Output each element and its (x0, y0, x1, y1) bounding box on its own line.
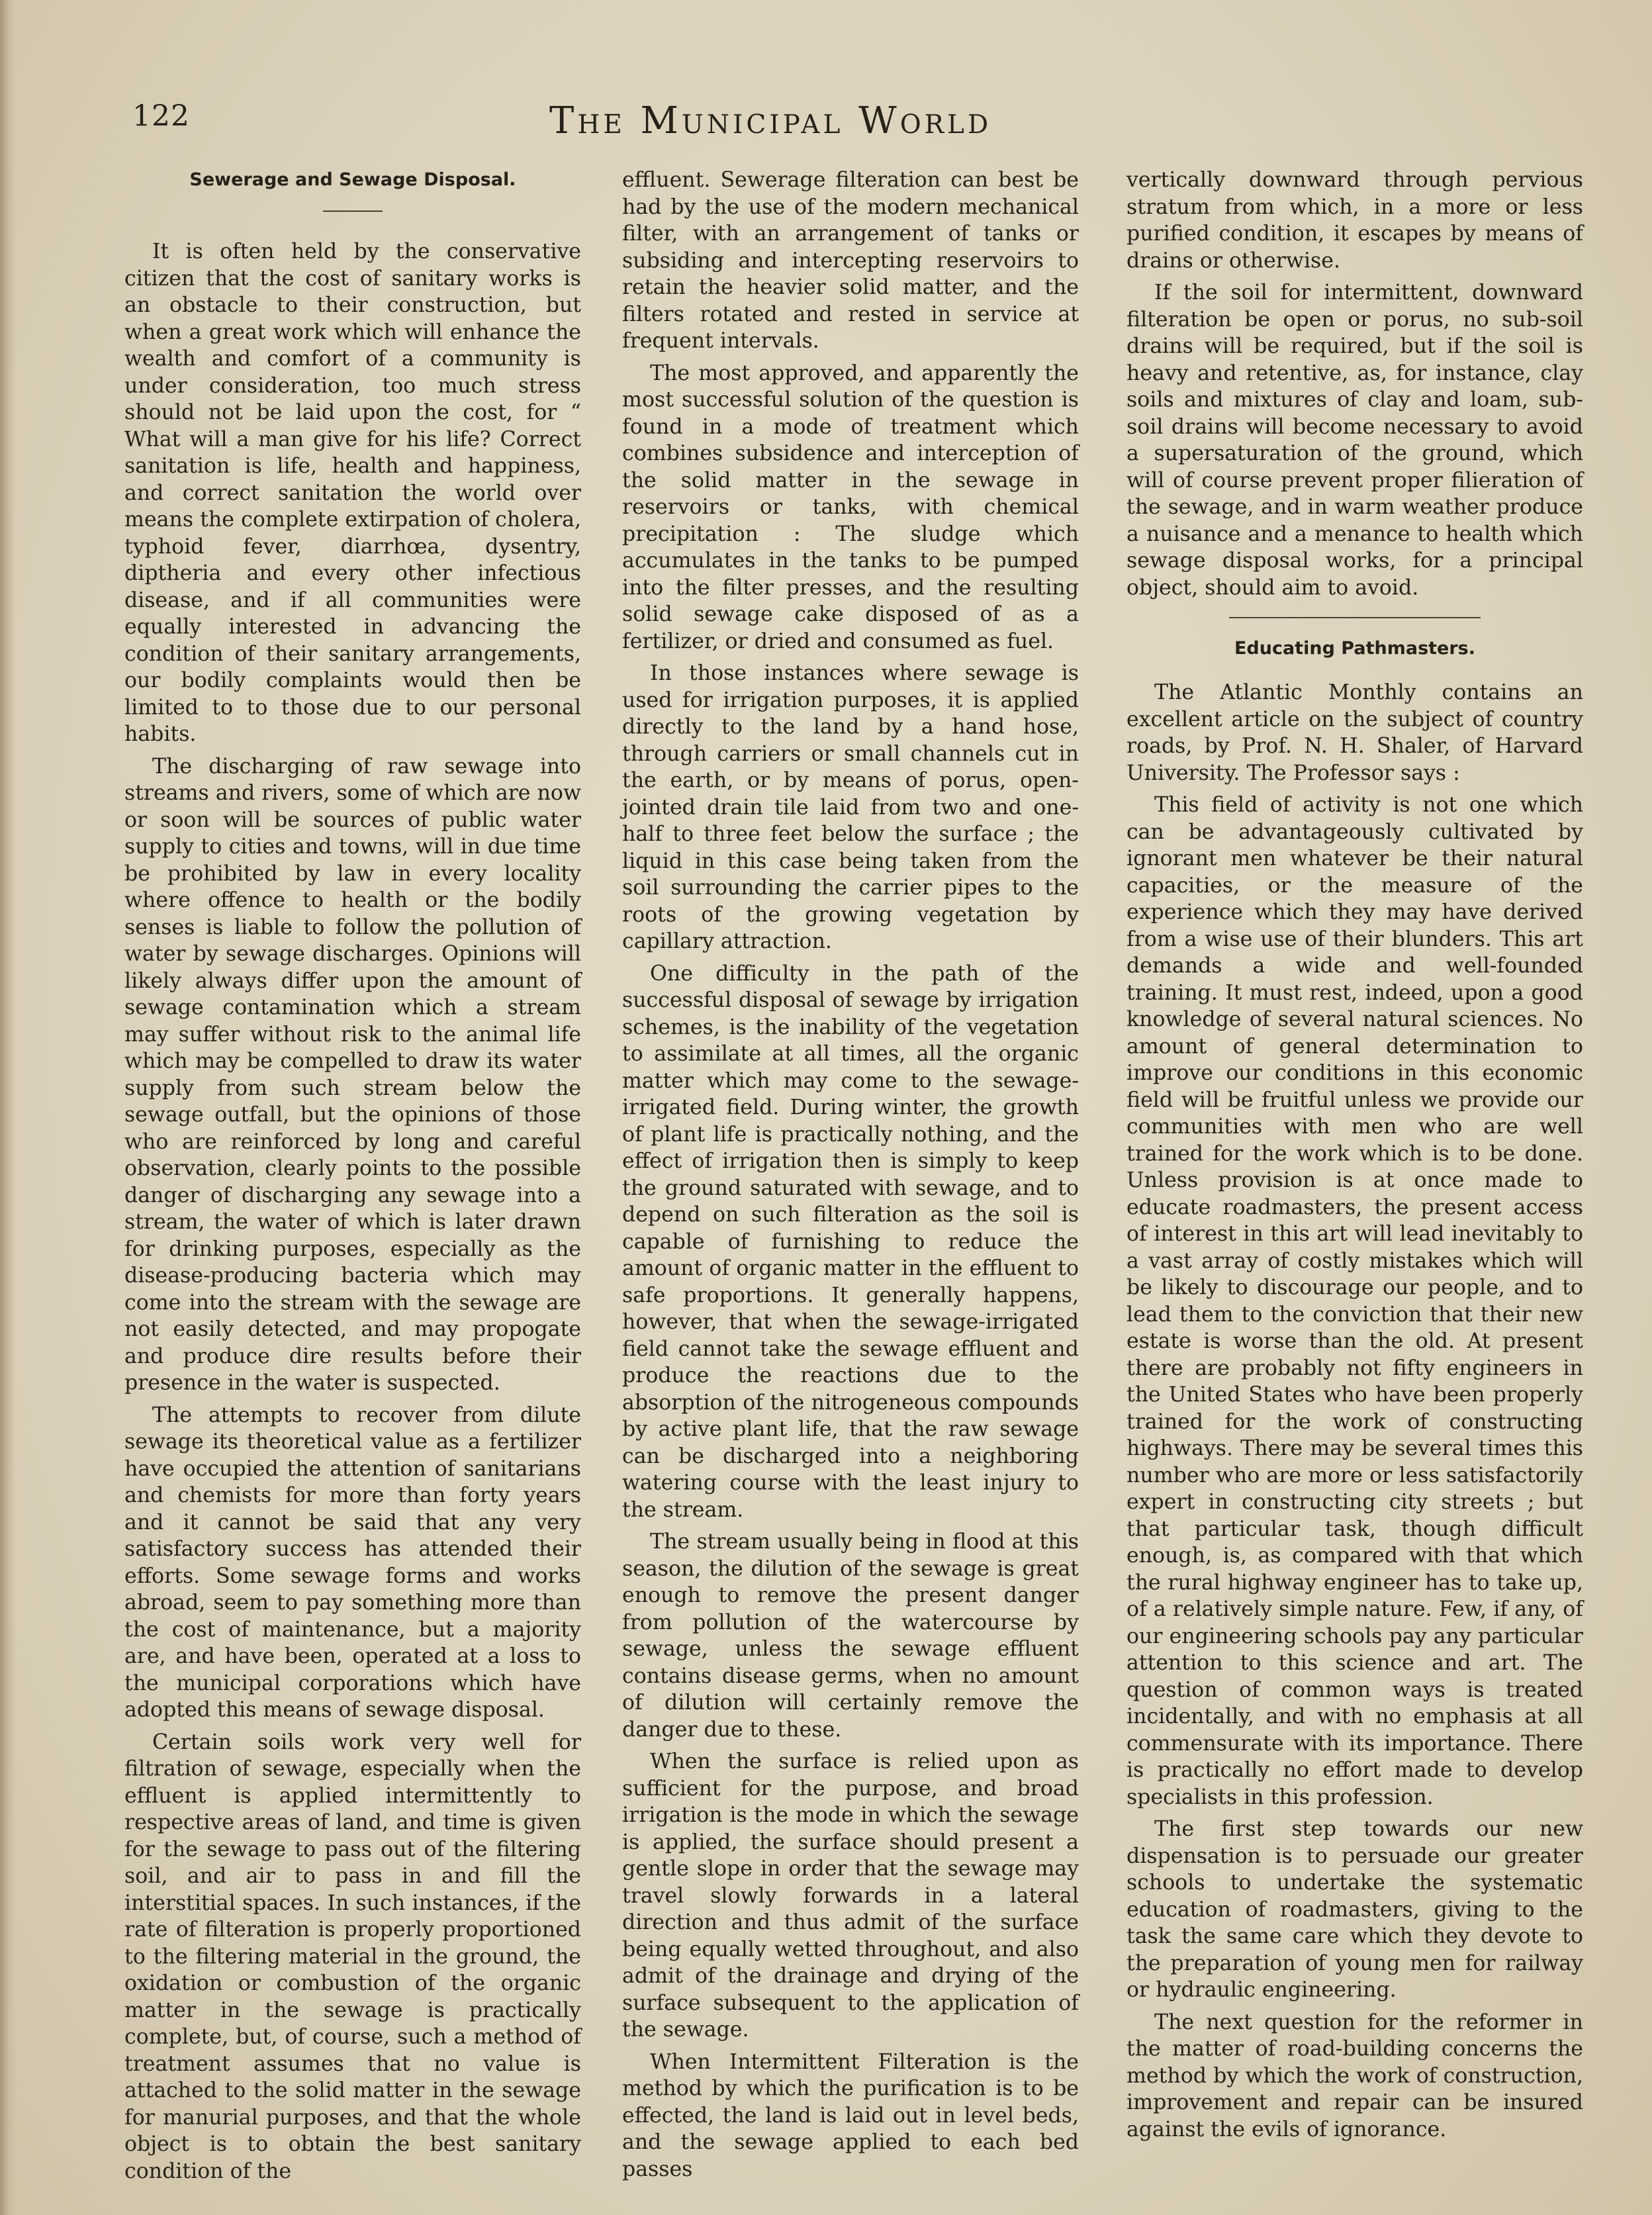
page-number: 122 (132, 99, 190, 133)
article-title-sewerage: Sewerage and Sewage Disposal. (189, 169, 516, 190)
paragraph: The next question for the reformer in the matter of road-building concerns the method by which the work of construction, improvement and repair can be insured against the evils of ignorance. (1126, 2010, 1583, 2142)
paragraph: When Intermittent Filteration is the method by which the purification is to be effected, the land is laid out in level beds, and the sewage applied to each bed passes (622, 2050, 1079, 2181)
paragraph: It is often held by the conservative citizen that the cost of sanitary works is an obstacle to their construction, but when a great work which will enhance the wealth and comfort of a community is under consideration, too much stress should not be laid upon the cost, for “ What will a man give for his life? Correct sanitation is life, health and happiness, and correct sanitation the world over means the complete extirpation of cholera, typhoid fever, diarrhœa, dysentry, diptheria and every other infectious disease, and if all communities were equally interested in advancing the condition of their sanitary arrangements, our bodily complaints would then be limited to to those due to our personal habits. (124, 240, 581, 746)
article-title-pathmasters: Educating Pathmasters. (1234, 638, 1476, 659)
paragraph: The most approved, and apparently the most successful solution of the question is found in a mode of treatment which combines subsidence and interception of the solid matter in the sewage in reservoirs or tanks, with chemical precipitation : The sludge which accumulates in the tanks to be pumped into the filter presses, and the resulting solid sewage cake disposed of as a fertilizer, or dried and consumed as fuel. (622, 361, 1079, 653)
paragraph: The first step towards our new dispensation is to persuade our greater schools to undertake the systematic education of roadmasters, giving to the task the same care which they devote to the preparation of young men for railway or hydraulic engineering. (1126, 1817, 1583, 2002)
paragraph: The Atlantic Monthly contains an excellent article on the subject of country roads, by Prof. N. H. Shaler, of Harvard University. The Professor says : (1126, 681, 1583, 785)
paragraph: One difficulty in the path of the successful disposal of sewage by irrigation schemes, is the inability of the vegetation to assimilate at all times, all the organic matter which may come to the sewage-irrigated field. During winter, the growth of plant life is practically nothing, and the effect of irrigation then is simply to keep the ground saturated with sewage, and to depend on such filteration as the soil is capable of furnishing to reduce the amount of organic matter in the effluent to safe proportions. It generally happens, however, that when the sewage-irrigated field cannot take the sewage effluent and produce the reactions due to the absorption of the nitrogeneous compounds by active plant life, that the raw sewage can be discharged into a neighboring watering course with the least injury to the stream. (622, 961, 1079, 1522)
column-1 (124, 167, 581, 2190)
title-divider (323, 211, 383, 212)
paragraph: If the soil for intermittent, downward filteration be open or porus, no sub-soil drains will be required, but if the soil is heavy and retentive, as, for instance, clay soils and mixtures of clay and loam, sub-soil drains will become necessary to avoid a supersaturation of the ground, which will of course prevent proper filieration of the sewage, and in warm weather produce a nuisance and a menance to health which sewage disposal works, for a principal object, should aim to avoid. (1126, 281, 1583, 600)
paragraph: Certain soils work very well for filtration of sewage, especially when the effluent is applied intermittently to respective areas of land, and time is given for the sewage to pass out of the filtering soil, and air to pass in and fill the interstitial spaces. In such instances, if the rate of filteration is properly proportioned to the filtering material in the ground, the oxidation or combustion of the organic matter in the sewage is practically complete, but, of course, such a method of treatment assumes that no value is attached to the solid matter in the sewage for manurial purposes, and that the whole object is to obtain the best sanitary condition of the (124, 1730, 581, 2183)
paragraph: In those instances where sewage is used for irrigation purposes, it is applied directly to the land by a hand hose, through carriers or small channels cut in the earth, or by means of porus, open-jointed drain tile laid from two and one-half to three feet below the surface ; the liquid in this case being taken from the soil surrounding the carrier pipes to the roots of the growing vegetation by capillary attraction. (622, 661, 1079, 953)
paragraph: The attempts to recover from dilute sewage its theoretical value as a fertilizer have occupied the attention of sanitarians and chemists for more than forty years and it cannot be said that any very satisfactory success has attended their efforts. Some sewage forms and works abroad, seem to pay something more than the cost of maintenance, but a majority are, and have been, operated at a loss to the municipal corporations which have adopted this means of sewage disposal. (124, 1403, 581, 1722)
paragraph: The discharging of raw sewage into streams and rivers, some of which are now or soon will be sources of public water supply to cities and towns, will in due time be prohibited by law in every locality where offence to health or the bodily senses is liable to follow the pollution of water by sewage discharges. Opinions will likely always differ upon the amount of sewage contamination which a stream may suffer without risk to the animal life which may be compelled to draw its water supply from such stream below the sewage outfall, but the opinions of those who are reinforced by long and careful observation, clearly points to the possible danger of discharging any sewage into a stream, the water of which is later drawn for drinking purposes, especially as the disease-producing bacteria which may come into the stream with the sewage are not easily detected, and may propogate and produce dire results before their presence in the water is suspected. (124, 754, 581, 1395)
column-3 (1126, 167, 1583, 2148)
paragraph: The stream usually being in flood at this season, the dilution of the sewage is great enough to remove the present danger from pollution of the watercourse by sewage, unless the sewage effluent contains disease germs, when no amount of dilution will certainly remove the danger due to these. (622, 1530, 1079, 1742)
publication-masthead: The Municipal World (549, 99, 992, 142)
column-2 (622, 167, 1079, 2188)
paragraph: vertically downward through pervious stratum from which, in a more or less purified condition, it escapes by means of drains or otherwise. (1126, 168, 1583, 273)
article-divider (1229, 617, 1481, 618)
paragraph: effluent. Sewerage filteration can best be had by the use of the modern mechanical filter, with an arrangement of tanks or subsiding and intercepting reservoirs to retain the heavier solid matter, and the filters rotated and rested in service at frequent intervals. (622, 168, 1079, 353)
paragraph: When the surface is relied upon as sufficient for the purpose, and broad irrigation is the mode in which the sewage is applied, the surface should present a gentle slope in order that the sewage may travel slowly forwards in a lateral direction and thus admit of the surface being equally wetted throughout, and also admit of the drainage and drying of the surface subsequent to the application of the sewage. (622, 1750, 1079, 2042)
page-binding-edge (0, 0, 16, 2215)
paragraph: This field of activity is not one which can be advantageously cultivated by ignorant men whatever be their natural capacities, or the measure of the experience which they may have derived from a wise use of their blunders. This art demands a wide and well-founded training. It must rest, indeed, upon a good knowledge of several natural sciences. No amount of general determination to improve our conditions in this economic field will be fruitful unless we provide our communities with men who are well trained for the work which is to be done. Unless provision is at once made to educate roadmasters, the present access of interest in this art will lead inevitably to a vast array of costly mistakes which will be likely to discourage our people, and to lead them to the conviction that their new estate is worse than the old. At present there are probably not fifty engineers in the United States who have been properly trained for the work of constructing highways. There may be several times this number who are more or less satisfactorily expert in constructing city streets ; but that particular task, though difficult enough, is, as compared with that which the rural highway engineer has to take up, of a relatively simple nature. Few, if any, of our engineering schools pay any particular attention to this science and art. The question of common ways is treated incidentally, and with no emphasis at all commensurate with its importance. There is practically no effort made to develop specialists in this profession. (1126, 793, 1583, 1809)
